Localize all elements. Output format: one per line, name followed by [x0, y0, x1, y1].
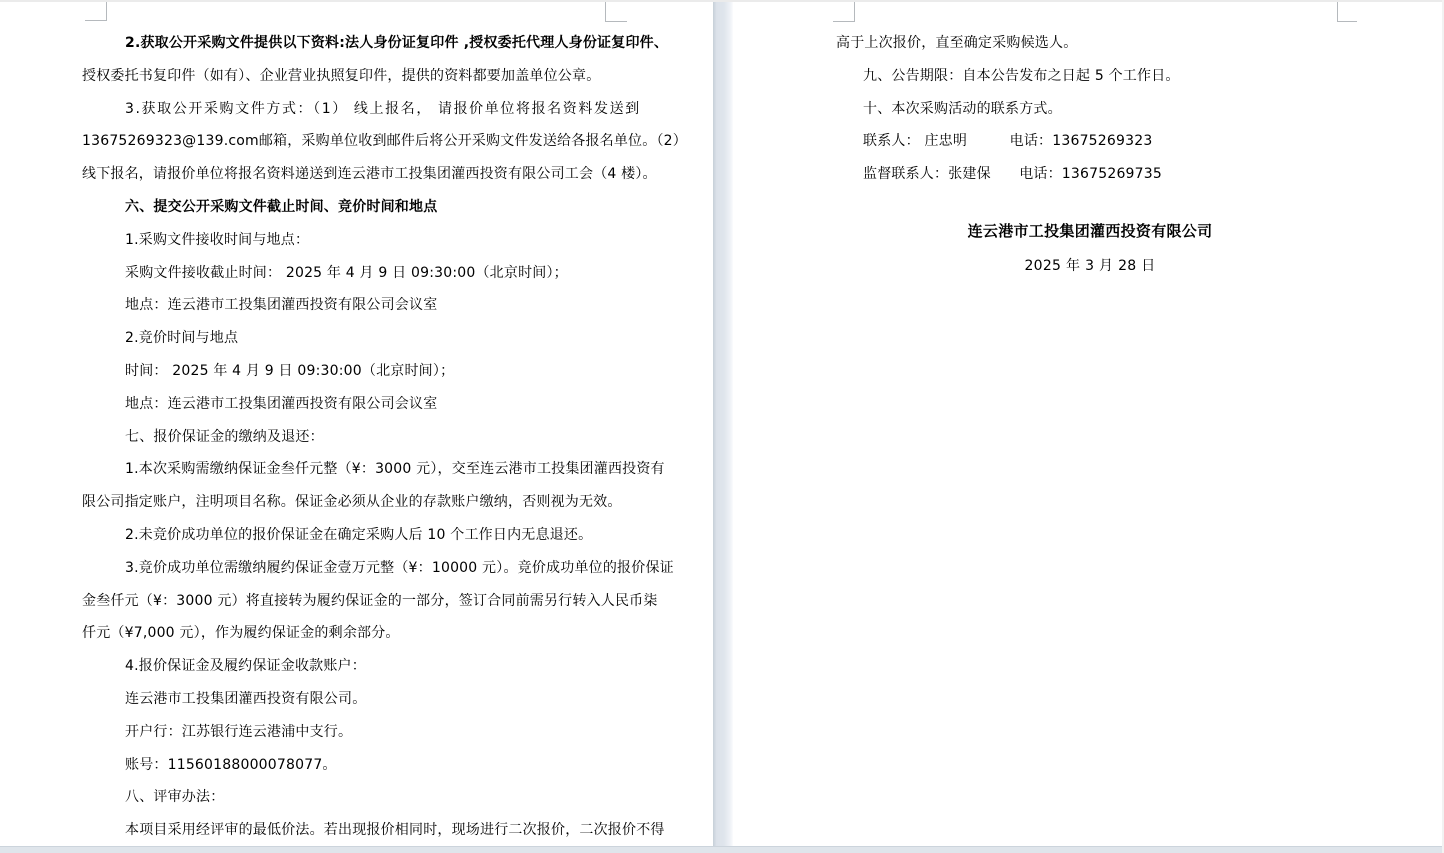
text-line: 九、公告期限：自本公告发布之日起 5 个工作日。 — [863, 67, 1180, 84]
text-line: 十、本次采购活动的联系方式。 — [863, 100, 1062, 117]
margin-crop-mark-page2-topright — [1337, 0, 1357, 22]
text-line: 高于上次报价，直至确定采购候选人。 — [836, 35, 1078, 51]
text-line: 本项目采用经评审的最低价法。若出现报价相同时，现场进行二次报价，二次报价不得 — [125, 822, 665, 839]
margin-crop-mark-page1-topright — [605, 0, 627, 22]
text-line: 八、评审办法： — [125, 789, 225, 806]
text-line: 1.本次采购需缴纳保证金叁仟元整（¥：3000 元），交至连云港市工投集团灌西投资有 — [125, 461, 665, 478]
text-line: 采购文件接收截止时间： 2025 年 4 月 9 日 09:30:00（北京时间）； — [125, 264, 568, 281]
text-line: 限公司指定账户，注明项目名称。保证金必须从企业的存款账户缴纳，否则视为无效。 — [82, 494, 622, 511]
workspace-background-strip — [0, 846, 1444, 853]
text-line: 线下报名，请报价单位将报名资料递送到连云港市工投集团灌西投资有限公司工会（4 楼）。 — [82, 166, 657, 183]
text-line: 七、报价保证金的缴纳及退还： — [125, 428, 324, 445]
margin-crop-mark-page2-topleft — [833, 0, 855, 22]
page1-text-block[interactable] — [82, 27, 687, 847]
text-line: 2.获取公开采购文件提供以下资料:法人身份证复印件 ,授权委托代理人身份证复印件、 — [125, 35, 669, 51]
text-line: 六、提交公开采购文件截止时间、竞价时间和地点 — [125, 198, 438, 215]
text-line: 3.获取公开采购文件方式：（1） 线上报名， 请报价单位将报名资料发送到 — [125, 100, 641, 117]
text-line: 地点：连云港市工投集团灌西投资有限公司会议室 — [125, 297, 438, 314]
page-gutter — [713, 0, 733, 846]
window-top-edge — [0, 0, 1444, 2]
text-line: 联系人： 庄忠明 电话：13675269323 — [863, 133, 1153, 150]
text-line: 2.未竞价成功单位的报价保证金在确定采购人后 10 个工作日内无息退还。 — [125, 526, 593, 543]
text-line: 3.竞价成功单位需缴纳履约保证金壹万元整（¥：10000 元）。竞价成功单位的报价保证 — [125, 559, 674, 576]
signature-date: 2025 年 3 月 28 日 — [1024, 258, 1156, 274]
text-line: 开户行：江苏银行连云港浦中支行。 — [125, 723, 353, 740]
text-line: 监督联系人：张建保 电话：13675269735 — [863, 166, 1162, 183]
text-line: 2.竞价时间与地点 — [125, 330, 239, 347]
text-line: 金叁仟元（¥：3000 元）将直接转为履约保证金的一部分，签订合同前需另行转入人民币柒 — [82, 592, 658, 609]
margin-crop-mark-page1-topleft — [85, 0, 107, 21]
page2-text-block[interactable] — [836, 27, 1356, 191]
text-line: 账号：11560188000078077。 — [125, 756, 337, 773]
text-line: 地点：连云港市工投集团灌西投资有限公司会议室 — [125, 395, 438, 412]
text-line: 1.采购文件接收时间与地点： — [125, 231, 310, 248]
signature-company-name: 连云港市工投集团灌西投资有限公司 — [967, 222, 1213, 240]
text-line: 授权委托书复印件（如有）、企业营业执照复印件，提供的资料都要加盖单位公章。 — [82, 67, 601, 84]
text-line: 时间： 2025 年 4 月 9 日 09:30:00（北京时间）； — [125, 362, 455, 379]
text-line: 4.报价保证金及履约保证金收款账户： — [125, 658, 366, 675]
text-line: 仟元（¥7,000 元），作为履约保证金的剩余部分。 — [82, 625, 400, 642]
text-line: 13675269323@139.com邮箱，采购单位收到邮件后将公开采购文件发送给各报名单位。（2） — [82, 133, 687, 150]
text-line: 连云港市工投集团灌西投资有限公司。 — [125, 690, 367, 707]
